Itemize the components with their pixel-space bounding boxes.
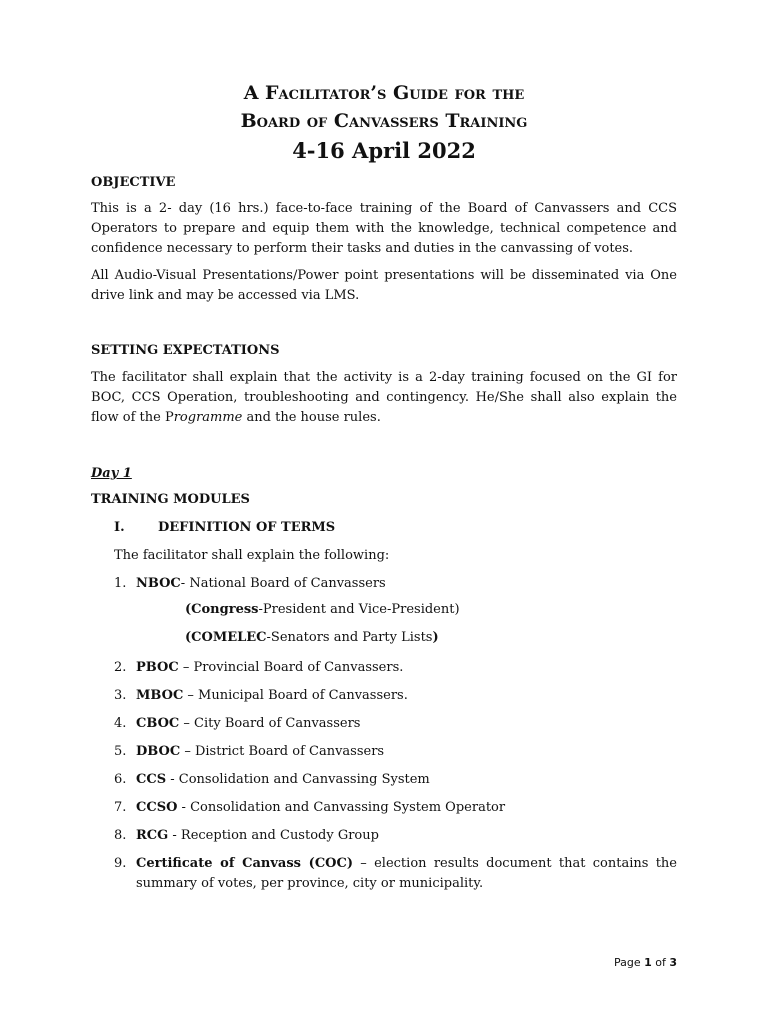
objective-paragraph-2: All Audio-Visual Presentations/Power point presentations will be disseminated via One drive link and may be accessed via LMS. xyxy=(91,268,677,303)
list-item: 9. Certificate of Canvass (COC) – election results document that contains the summary of votes, per province, city or municipality. xyxy=(114,856,677,891)
list-item: 8. RCG - Reception and Custody Group xyxy=(114,828,379,843)
module-number: I. xyxy=(114,520,125,535)
list-item: 3. MBOC – Municipal Board of Canvassers. xyxy=(114,688,408,703)
sub-item: (Congress-President and Vice-President) xyxy=(185,602,460,617)
day-heading: Day 1 xyxy=(91,466,132,481)
document-title-line1: A Facilitator’s Guide for the xyxy=(243,82,525,104)
training-modules-heading: TRAINING MODULES xyxy=(91,492,250,507)
list-item: 5. DBOC – District Board of Canvassers xyxy=(114,744,385,759)
sub-item: (COMELEC-Senators and Party Lists) xyxy=(185,630,439,645)
document-date: 4-16 April 2022 xyxy=(292,138,476,163)
terms-intro: The facilitator shall explain the following: xyxy=(114,548,390,563)
list-item: 4. CBOC – City Board of Canvassers xyxy=(114,716,361,731)
list-item: 1. NBOC- National Board of Canvassers xyxy=(114,576,386,591)
list-item: 6. CCS - Consolidation and Canvassing System xyxy=(114,772,430,787)
list-item: 7. CCSO - Consolidation and Canvassing System Operator xyxy=(114,800,506,815)
page-number-footer: Page 1 of 3 xyxy=(614,956,678,969)
list-item: 2. PBOC – Provincial Board of Canvassers. xyxy=(114,660,404,675)
objective-heading: OBJECTIVE xyxy=(91,175,176,190)
document-title-line2: Board of Canvassers Training xyxy=(240,110,528,132)
module-title: DEFINITION OF TERMS xyxy=(158,520,336,535)
expectations-paragraph: The facilitator shall explain that the activity is a 2-day training focused on the GI for BOC, CCS Operation, troubleshooting and contingency. He/She shall also explain the flow of the Programme and the house rules. xyxy=(91,370,677,425)
expectations-heading: SETTING EXPECTATIONS xyxy=(91,343,280,358)
objective-paragraph-1: This is a 2- day (16 hrs.) face-to-face training of the Board of Canvassers and CCS Operators to prepare and equip them with the knowledge, technical competence and confidence necessary to perform their tasks and duties in the canvassing of votes. xyxy=(91,201,677,256)
